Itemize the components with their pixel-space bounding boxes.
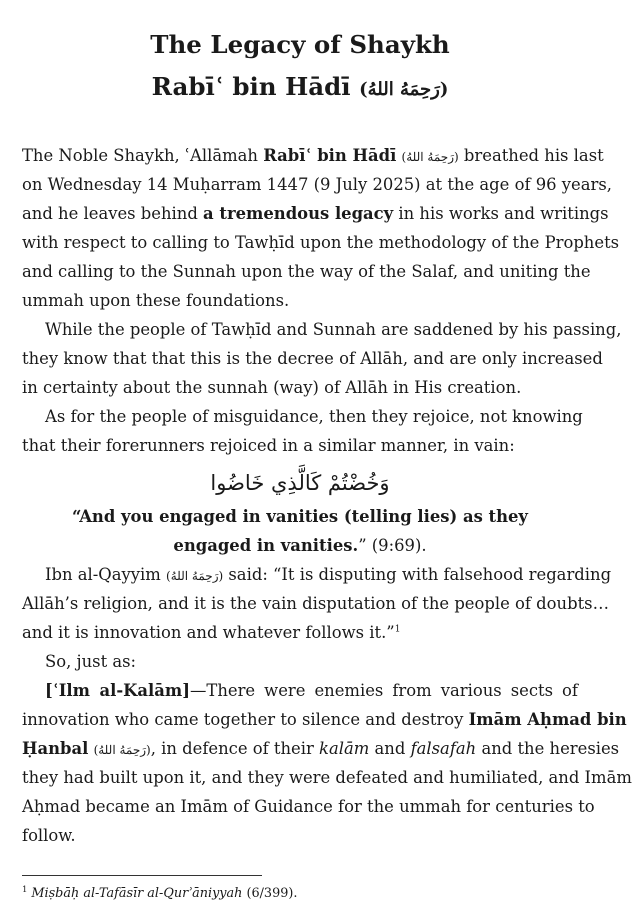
paragraph-6-line-3	[22, 735, 620, 763]
text-span: and the heresies	[476, 739, 620, 758]
paragraph-4-line-3	[22, 619, 578, 647]
paragraph-6-line-5: Aḥmad became an Imām of Guidance for the ummah for centuries to	[22, 797, 595, 816]
paragraph-6-line-2	[22, 706, 627, 734]
title-honorific: (رَحِمَهُ اللهُ)	[359, 79, 449, 100]
bold-translation: “And you engaged in vanities (telling lies) as they	[72, 507, 528, 526]
text-span: Ibn al-Qayyim	[45, 565, 167, 584]
verse-translation-line-1	[22, 503, 578, 531]
verse-translation-line-2	[22, 532, 578, 560]
footnote-marker[interactable]: 1	[394, 624, 401, 635]
bold-heading: [ʿIlm al-Kalām]	[45, 681, 190, 700]
paragraph-2-line-3: in certainty about the sunnah (way) of Allāh in His creation.	[22, 378, 522, 397]
title-name: Rabīʿ bin Hādī	[151, 72, 351, 101]
text-span: innovation who came together to silence and destroy	[22, 710, 469, 729]
text-span: , in defence of their	[150, 739, 320, 758]
text-span: said: “It is disputing with falsehood regarding	[223, 565, 612, 584]
paragraph-6-line-1	[22, 677, 578, 705]
verse-reference: ” (9:69).	[358, 536, 427, 555]
paragraph-3-line-2: that their forerunners rejoiced in a similar manner, in vain:	[22, 436, 515, 455]
page-title-line-1: The Legacy of Shaykh	[150, 30, 450, 59]
italic-term: falsafah	[410, 739, 477, 758]
bold-translation: engaged in vanities.	[173, 536, 359, 555]
footnote-divider	[22, 875, 262, 876]
text-span: and it is innovation and whatever follows it.”	[22, 623, 395, 642]
paragraph-1-line-5: and calling to the Sunnah upon the way of the Salaf, and uniting the	[22, 262, 591, 281]
paragraph-2-line-1: While the people of Tawḥīd and Sunnah are saddened by his passing,	[45, 320, 622, 339]
italic-term: kalām	[319, 739, 370, 758]
honorific: (رَحِمَهُ اللهُ)	[401, 150, 459, 164]
text-span: in his works and writings	[393, 204, 609, 223]
bold-phrase: a tremendous legacy	[203, 204, 394, 223]
paragraph-6-line-4: they had built upon it, and they were defeated and humiliated, and Imām	[22, 768, 632, 787]
paragraph-6-line-6: follow.	[22, 826, 76, 845]
text-span: and	[369, 739, 411, 758]
paragraph-1-line-2: on Wednesday 14 Muḥarram 1447 (9 July 2025) at the age of 96 years,	[22, 175, 612, 194]
paragraph-1-line-4: with respect to calling to Tawḥīd upon the methodology of the Prophets	[22, 233, 620, 252]
text-span: and he leaves behind	[22, 204, 204, 223]
paragraph-1-line-1	[22, 142, 604, 170]
footnote-number: 1	[22, 884, 28, 895]
text-span: —There were enemies from various sects of	[190, 681, 578, 700]
paragraph-1-line-3	[22, 200, 609, 228]
bold-name: Imām Aḥmad bin	[468, 710, 627, 729]
page-title-line-2	[22, 70, 578, 107]
paragraph-3-line-1: As for the people of misguidance, then they rejoice, not knowing	[45, 407, 583, 426]
bold-name: Rabīʿ bin Hādī	[263, 146, 397, 165]
paragraph-4-line-1	[22, 561, 612, 589]
footnote-reference: (6/399).	[242, 886, 298, 901]
footnote-source: Miṣbāḥ al-Tafāsīr al-Qurʾāniyyah	[31, 886, 243, 901]
footnote	[22, 884, 297, 904]
paragraph-5-line-1: So, just as:	[45, 652, 137, 671]
text-span: breathed his last	[458, 146, 604, 165]
honorific: (رَحِمَهُ اللهُ)	[166, 569, 224, 583]
text-span: The Noble Shaykh, ʿAllāmah	[22, 146, 264, 165]
bold-name: Ḥanbal	[22, 739, 89, 758]
paragraph-1-line-6: ummah upon these foundations.	[22, 291, 290, 310]
paragraph-2-line-2: they know that that this is the decree of Allāh, and are only increased	[22, 349, 603, 368]
arabic-text: وَخُضْتُمْ كَالَّذِي خَاضُوا	[210, 471, 390, 495]
verse-arabic	[22, 466, 578, 500]
honorific: (رَحِمَهُ اللهُ)	[93, 743, 151, 757]
paragraph-4-line-2: Allāh’s religion, and it is the vain disputation of the people of doubts…	[22, 594, 609, 613]
